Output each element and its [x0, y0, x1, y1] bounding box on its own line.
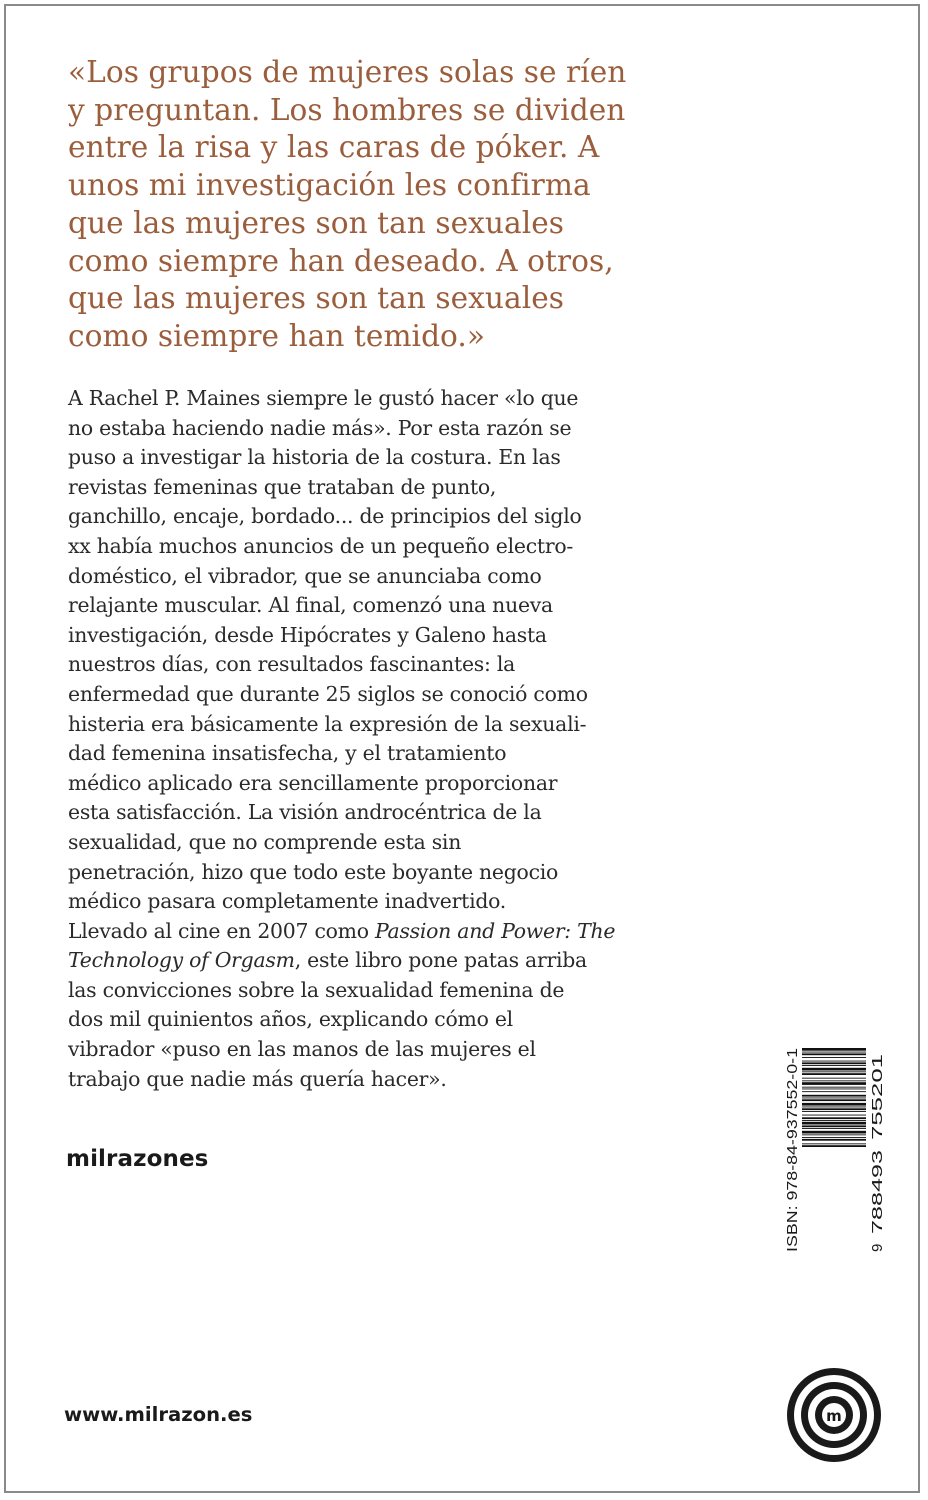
quote-line: que las mujeres son tan sexuales: [68, 205, 565, 240]
description-line: histeria era básicamente la expresión de la sexuali-: [68, 711, 587, 736]
barcode-bar: [802, 1125, 866, 1127]
barcode-bar: [802, 1108, 866, 1110]
barcode-bar: [802, 1120, 866, 1121]
barcode-bar: [802, 1052, 866, 1053]
film-line-suffix: , este libro pone patas arriba: [294, 948, 587, 973]
barcode-bar: [802, 1078, 866, 1079]
publisher-name: milrazones: [66, 1146, 209, 1172]
barcode-bar: [802, 1091, 866, 1092]
barcode-digits-middle: 788493: [869, 1183, 886, 1234]
logo-letter: m: [826, 1407, 842, 1425]
description-line: A Rachel P. Maines siempre le gustó hacer «lo que: [68, 386, 579, 410]
description-film-line: [68, 917, 668, 947]
description-line: las convicciones sobre la sexualidad femenina de: [68, 977, 565, 1002]
barcode-bar: [802, 1080, 866, 1081]
description-line: esta satisfacción. La visión androcéntrica de la: [68, 800, 542, 825]
isbn-label: ISBN: 978-84-937552-0-1: [784, 1078, 801, 1252]
barcode-bar: [802, 1095, 866, 1097]
barcode-bar: [802, 1134, 866, 1135]
film-title-part2: Technology of Orgasm: [68, 948, 295, 973]
description-line: sexualidad, que no comprende esta sin: [68, 829, 462, 854]
barcode-bar: [802, 1087, 866, 1088]
description-line: no estaba haciendo nadie más». Por esta razón se: [68, 415, 572, 440]
description-line: trabajo que nadie más quería hacer».: [68, 1066, 447, 1091]
description-line: dad femenina insatisfecha, y el tratamiento: [68, 741, 507, 766]
isbn-barcode: [772, 1046, 884, 1252]
publisher-website[interactable]: www.milrazon.es: [64, 1403, 253, 1426]
barcode-bar: [802, 1137, 866, 1138]
barcode-bar: [802, 1122, 866, 1125]
quote-line: y preguntan. Los hombres se dividen: [68, 92, 626, 127]
barcode-bar: [802, 1145, 866, 1147]
description-line: vibrador «puso en las manos de las mujeres el: [68, 1037, 536, 1062]
barcode-bar: [802, 1099, 866, 1101]
quote-line: como siempre han temido.»: [68, 318, 486, 353]
barcode-digit-first: 9: [869, 1243, 886, 1252]
description-line: investigación, desde Hipócrates y Galeno hasta: [68, 622, 547, 647]
film-title-part1: Passion and Power: The: [375, 918, 616, 943]
barcode-bar: [802, 1073, 866, 1075]
barcode-bar: [802, 1089, 866, 1090]
barcode-bar: [802, 1071, 866, 1072]
barcode-bar: [802, 1131, 866, 1134]
barcode-bar: [802, 1115, 866, 1116]
pull-quote: [68, 54, 668, 356]
barcode-bar: [802, 1061, 866, 1062]
description-line: médico pasara completamente inadvertido.: [68, 889, 507, 914]
description-line: dos mil quinientos años, explicando cómo el: [68, 1007, 513, 1032]
barcode-bar: [802, 1098, 866, 1099]
barcode-bar: [802, 1139, 866, 1141]
barcode-bar: [802, 1107, 866, 1108]
barcode-bar: [802, 1053, 866, 1055]
barcode-bar: [802, 1103, 866, 1106]
description-film-line-2: [68, 946, 668, 976]
barcode-bar: [802, 1065, 866, 1066]
description-line: penetración, hizo que todo este boyante negocio: [68, 859, 559, 884]
quote-line: unos mi investigación les confirma: [68, 168, 591, 203]
barcode-digits-last: 755201: [869, 1089, 886, 1140]
description-line: revistas femeninas que trataban de punto,: [68, 474, 497, 499]
film-line-prefix: Llevado al cine en 2007 como: [68, 918, 375, 943]
description-line: xx había muchos anuncios de un pequeño electro-: [68, 533, 573, 558]
barcode-bar: [802, 1143, 866, 1144]
publisher-logo-icon: [785, 1366, 883, 1464]
quote-line: entre la risa y las caras de póker. A: [68, 130, 600, 165]
barcode-bar: [802, 1128, 866, 1129]
quote-line: como siempre han deseado. A otros,: [68, 243, 614, 278]
book-description: [68, 384, 668, 1094]
barcode-bar: [802, 1068, 866, 1071]
barcode-bar: [802, 1062, 866, 1064]
barcode-bar: [802, 1048, 866, 1051]
barcode-bar: [802, 1117, 866, 1119]
quote-line: que las mujeres son tan sexuales: [68, 281, 565, 316]
barcode-bar: [802, 1057, 866, 1058]
description-line: puso a investigar la historia de la costura. En las: [68, 445, 561, 470]
description-line: nuestros días, con resultados fascinantes: la: [68, 652, 516, 677]
barcode-bar: [802, 1111, 866, 1112]
description-line: enfermedad que durante 25 siglos se conoció como: [68, 681, 588, 706]
description-line: doméstico, el vibrador, que se anunciaba como: [68, 563, 542, 588]
description-line: médico aplicado era sencillamente proporcionar: [68, 770, 558, 795]
barcode-bar: [802, 1082, 866, 1085]
description-line: ganchillo, encaje, bordado... de principios del siglo: [68, 504, 582, 529]
quote-line: «Los grupos de mujeres solas se ríen: [68, 55, 627, 89]
description-line: relajante muscular. Al final, comenzó una nueva: [68, 593, 553, 618]
